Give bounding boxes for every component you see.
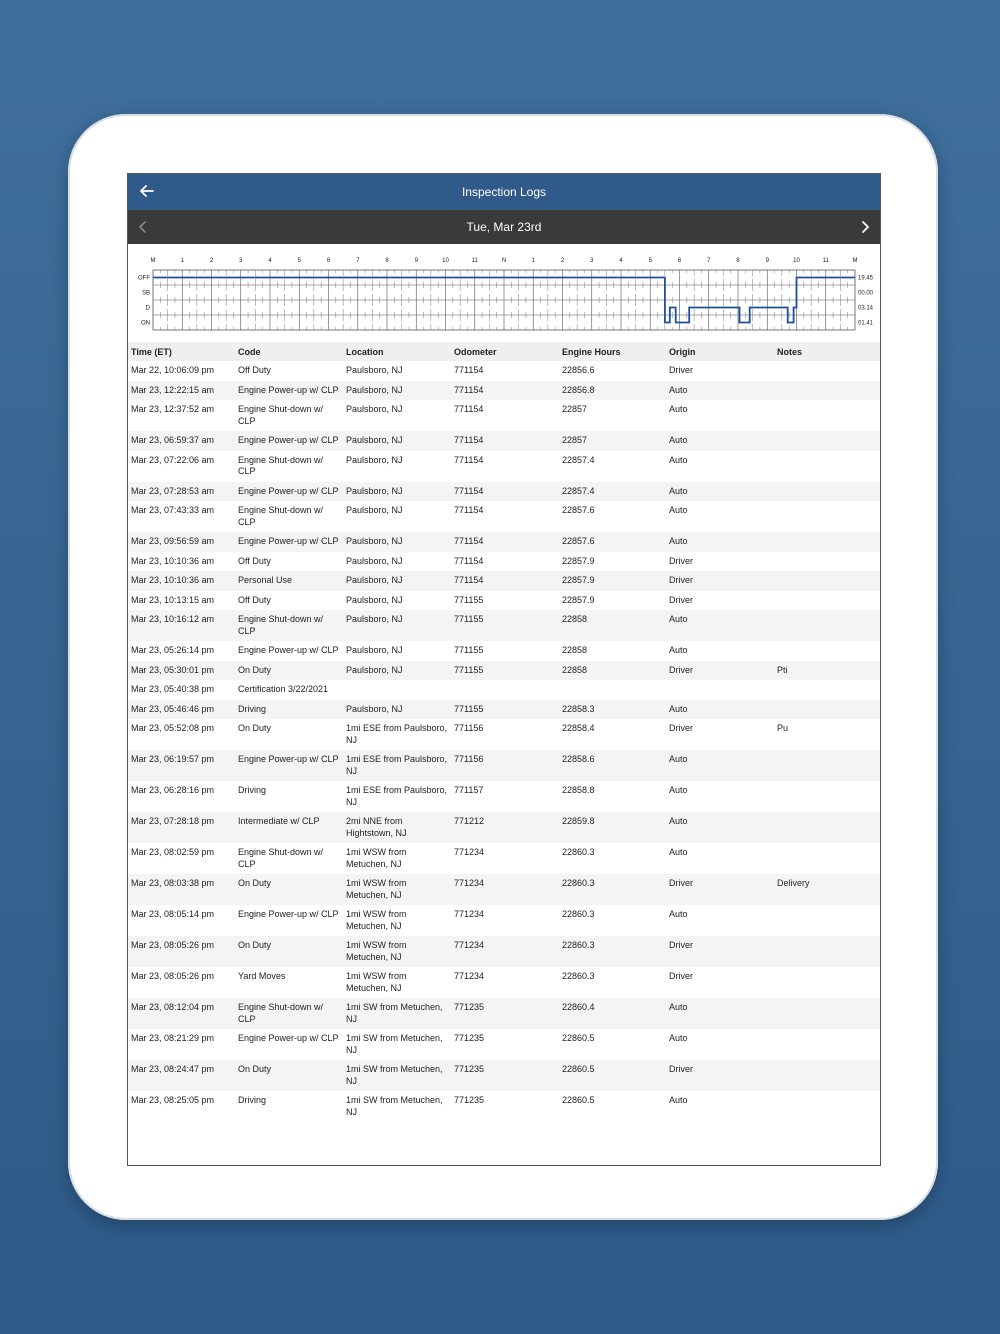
table-cell: 1mi ESE from Paulsboro, NJ (346, 785, 448, 807)
table-cell: 22857.6 (562, 505, 595, 515)
hour-label: M (852, 258, 858, 264)
table-cell: Paulsboro, NJ (346, 594, 403, 605)
table-cell: 22860.3 (562, 971, 595, 981)
table-row[interactable] (128, 571, 880, 591)
hour-label: 2 (560, 258, 565, 264)
table-cell: On Duty (238, 723, 272, 733)
table-cell: 771235 (454, 1095, 485, 1105)
table-row[interactable] (128, 750, 880, 781)
table-cell (774, 552, 880, 572)
table-cell: 771157 (454, 785, 484, 795)
table-cell: 771234 (454, 847, 485, 857)
current-date: Tue, Mar 23rd (466, 220, 542, 234)
table-cell (774, 381, 880, 401)
table-cell: Auto (666, 998, 774, 1029)
table-cell: 22857.4 (559, 482, 666, 502)
table-row[interactable] (128, 1029, 880, 1060)
table-cell: Auto (669, 645, 688, 655)
table-cell: Paulsboro, NJ (343, 381, 451, 401)
table-cell: Engine Power-up w/ CLP (235, 750, 343, 781)
table-cell: 1mi SW from Metuchen, NJ (346, 1095, 443, 1117)
page-title: Inspection Logs (461, 185, 547, 199)
chevron-right-icon[interactable] (858, 219, 872, 235)
hour-label: 9 (414, 258, 418, 264)
table-cell: 22858.6 (559, 750, 666, 781)
status-label: OFF (138, 275, 150, 282)
table-cell: Paulsboro, NJ (343, 571, 451, 591)
table-cell: Driver (666, 571, 774, 591)
table-cell (774, 936, 880, 967)
table-cell: Mar 23, 05:30:01 pm (128, 661, 235, 681)
table-row[interactable] (128, 719, 880, 750)
table-cell: Pu (777, 723, 789, 733)
status-label: D (145, 305, 150, 312)
table-cell: Driver (666, 936, 774, 967)
table-cell: Intermediate w/ CLP (235, 812, 343, 843)
table-cell (774, 781, 880, 812)
table-cell: Mar 23, 10:13:15 am (131, 594, 215, 605)
table-cell: 771234 (454, 971, 485, 981)
table-cell: Auto (669, 847, 688, 857)
table-cell: Mar 23, 08:24:47 pm (128, 1060, 235, 1091)
duty-status-graph (128, 244, 880, 342)
table-row[interactable] (128, 905, 880, 936)
table-cell: 1mi ESE from Paulsboro, NJ (346, 723, 448, 745)
table-cell (774, 361, 880, 381)
table-cell (559, 680, 666, 700)
table-cell (666, 680, 774, 700)
table-cell: 22857.9 (562, 555, 595, 566)
table-cell: 22858.8 (562, 785, 595, 795)
table-cell: 771154 (454, 365, 484, 375)
table-cell: 1mi WSW from Metuchen, NJ (343, 874, 451, 905)
table-cell: Mar 23, 07:28:53 am (128, 482, 235, 502)
table-cell: 771235 (451, 998, 559, 1029)
table-cell: 22857.6 (559, 532, 666, 552)
table-cell: Off Duty (238, 365, 271, 375)
table-cell (774, 482, 880, 502)
table-row[interactable] (128, 812, 880, 843)
table-row[interactable] (128, 482, 880, 502)
table-cell: Engine Shut-down w/ CLP (238, 454, 324, 476)
table-cell: Auto (666, 750, 774, 781)
table-cell: Auto (666, 532, 774, 552)
table-cell: 22858.3 (559, 700, 666, 720)
table-cell: Auto (666, 700, 774, 720)
table-cell: Pti (774, 661, 880, 681)
table-cell: Engine Shut-down w/ CLP (238, 847, 324, 869)
table-cell: Personal Use (235, 571, 343, 591)
table-cell: Paulsboro, NJ (346, 365, 403, 375)
table-cell: Paulsboro, NJ (343, 661, 451, 681)
table-cell: 771234 (451, 936, 559, 967)
table-cell: 22857.4 (562, 454, 595, 465)
hour-label: 3 (590, 258, 594, 264)
table-cell (774, 1029, 880, 1060)
table-cell: Delivery (774, 874, 880, 905)
hour-label: M (150, 258, 156, 264)
table-cell (774, 1091, 880, 1122)
table-cell (774, 1060, 880, 1091)
table-cell: Mar 23, 08:05:26 pm (131, 971, 215, 981)
table-cell: Auto (669, 785, 688, 795)
table-cell: Engine Shut-down w/ CLP (238, 404, 324, 426)
table-cell: 771155 (454, 594, 484, 605)
table-cell: 1mi WSW from Metuchen, NJ (346, 847, 407, 869)
table-cell: 22858 (559, 610, 666, 641)
log-table (128, 342, 880, 1122)
table-cell (774, 905, 880, 936)
table-row[interactable] (128, 361, 880, 381)
table-cell: Engine Power-up w/ CLP (238, 645, 339, 655)
hour-label: 3 (239, 258, 243, 264)
table-cell: 771155 (451, 661, 559, 681)
table-cell: On Duty (235, 874, 343, 905)
column-header: Time (ET) (128, 342, 235, 361)
table-cell: Paulsboro, NJ (346, 404, 403, 414)
table-cell: 1mi WSW from Metuchen, NJ (346, 909, 407, 931)
table-cell: 22856.8 (559, 381, 666, 401)
column-header: Odometer (451, 342, 559, 361)
table-cell: Engine Power-up w/ CLP (238, 1033, 339, 1043)
table-cell: Mar 23, 05:46:46 pm (128, 700, 235, 720)
column-header: Code (235, 342, 343, 361)
table-cell: Off Duty (238, 555, 271, 566)
table-cell: 771212 (451, 812, 559, 843)
table-cell: 771154 (454, 505, 484, 515)
table-cell: Yard Moves (238, 971, 286, 981)
top-bar (128, 174, 880, 210)
hour-label: 1 (531, 258, 535, 264)
table-cell: Auto (669, 505, 688, 515)
table-cell: Mar 23, 06:19:57 pm (128, 750, 235, 781)
table-row[interactable] (128, 1060, 880, 1091)
table-cell (451, 680, 559, 700)
table-cell: Driver (669, 365, 693, 375)
table-cell (774, 571, 880, 591)
table-cell: Paulsboro, NJ (346, 555, 403, 566)
column-header: Origin (666, 342, 774, 361)
table-cell: Paulsboro, NJ (343, 532, 451, 552)
hour-label: 4 (619, 258, 623, 264)
table-cell: 22858.4 (562, 723, 595, 733)
table-cell (343, 680, 451, 700)
table-cell: 22860.5 (559, 1060, 666, 1091)
table-cell: 771154 (451, 482, 559, 502)
status-label: ON (141, 320, 150, 327)
hour-label: 8 (385, 258, 389, 264)
date-navigation (128, 210, 880, 244)
table-cell: Mar 23, 08:12:04 pm (128, 998, 235, 1029)
table-cell (774, 843, 880, 874)
table-cell: On Duty (235, 1060, 343, 1091)
table-cell: Driving (238, 1095, 267, 1105)
hour-label: 4 (268, 258, 272, 264)
table-cell: 22860.3 (562, 909, 595, 919)
table-cell: 22858 (559, 661, 666, 681)
hour-label: 11 (822, 258, 829, 264)
table-cell: 771155 (454, 645, 484, 655)
table-cell: Auto (666, 482, 774, 502)
table-cell: 771156 (451, 750, 559, 781)
table-cell (774, 431, 880, 451)
table-cell: Mar 22, 10:06:09 pm (131, 365, 215, 375)
column-header: Engine Hours (559, 342, 666, 361)
table-cell: Auto (669, 454, 688, 465)
table-cell: 771235 (451, 1060, 559, 1091)
table-cell: Paulsboro, NJ (343, 610, 451, 641)
table-cell: 771234 (454, 909, 485, 919)
table-cell: 771154 (451, 431, 559, 451)
table-cell (774, 532, 880, 552)
status-total: 03.14 (858, 305, 874, 312)
table-cell: 771154 (454, 404, 484, 414)
table-cell: 22859.8 (559, 812, 666, 843)
hour-label: 1 (180, 258, 184, 264)
table-cell: Mar 23, 12:37:52 am (131, 404, 215, 414)
status-total: 19.45 (858, 275, 874, 282)
table-cell: Auto (666, 610, 774, 641)
status-total: 00.00 (858, 290, 874, 297)
hour-label: 7 (707, 258, 711, 264)
table-cell: Driver (669, 555, 693, 566)
table-cell: 1mi ESE from Paulsboro, NJ (343, 750, 451, 781)
table-cell (774, 812, 880, 843)
table-cell: 22858 (562, 645, 588, 655)
table-row[interactable] (128, 998, 880, 1029)
table-cell: Engine Shut-down w/ CLP (235, 998, 343, 1029)
table-cell: Driver (666, 1060, 774, 1091)
duty-status-chart (128, 244, 880, 342)
table-cell: Mar 23, 05:40:38 pm (131, 684, 215, 694)
table-row[interactable] (128, 451, 880, 482)
table-row[interactable] (128, 1091, 880, 1122)
app-screen (127, 173, 881, 1166)
hour-label: 10 (442, 258, 449, 264)
table-cell: Mar 23, 07:22:06 am (131, 454, 215, 465)
table-cell: Paulsboro, NJ (343, 700, 451, 720)
table-cell: Mar 23, 07:28:18 pm (128, 812, 235, 843)
table-cell: 22856.6 (562, 365, 595, 375)
table-cell: Engine Power-up w/ CLP (235, 532, 343, 552)
table-cell: Certification 3/22/2021 (238, 684, 329, 694)
table-cell: 22860.4 (559, 998, 666, 1029)
table-cell: Mar 23, 05:52:08 pm (131, 723, 215, 733)
table-cell: Engine Power-up w/ CLP (238, 909, 339, 919)
column-header: Location (343, 342, 451, 361)
table-cell: 771154 (454, 555, 484, 566)
table-cell: Mar 23, 08:05:14 pm (131, 909, 215, 919)
table-cell: Mar 23, 09:56:59 am (128, 532, 235, 552)
hour-label: 5 (297, 258, 301, 264)
table-cell: Engine Shut-down w/ CLP (238, 505, 324, 527)
table-row[interactable] (128, 680, 880, 700)
table-cell: 22857 (562, 404, 588, 414)
table-cell: Paulsboro, NJ (346, 645, 403, 655)
table-cell: On Duty (235, 661, 343, 681)
table-cell: 1mi SW from Metuchen, NJ (343, 1060, 451, 1091)
table-cell: Auto (666, 431, 774, 451)
table-cell: Driver (669, 971, 693, 981)
table-cell (774, 998, 880, 1029)
table-row[interactable] (128, 700, 880, 720)
table-row[interactable] (128, 431, 880, 451)
table-row[interactable] (128, 552, 880, 572)
table-cell: 22857.9 (562, 594, 595, 605)
table-cell (774, 641, 880, 661)
hour-label: 6 (326, 258, 331, 264)
table-row[interactable] (128, 400, 880, 431)
table-row[interactable] (128, 381, 880, 401)
table-row[interactable] (128, 532, 880, 552)
table-cell: Mar 23, 12:22:15 am (128, 381, 235, 401)
hour-label: 9 (765, 258, 769, 264)
table-header-row (128, 342, 880, 361)
table-cell: Auto (666, 381, 774, 401)
table-cell: On Duty (235, 936, 343, 967)
table-cell (774, 680, 880, 700)
table-cell: Engine Shut-down w/ CLP (235, 610, 343, 641)
table-cell: Driver (666, 661, 774, 681)
table-row[interactable] (128, 501, 880, 532)
hour-label: 10 (793, 258, 800, 264)
table-cell: Auto (669, 909, 688, 919)
table-cell: Driver (669, 723, 693, 733)
table-cell: 771154 (451, 381, 559, 401)
hour-label: 7 (356, 258, 360, 264)
table-cell: Mar 23, 08:21:29 pm (131, 1033, 215, 1043)
table-cell: 22860.3 (562, 847, 595, 857)
table-cell: 22860.5 (562, 1033, 595, 1043)
table-cell: Paulsboro, NJ (346, 505, 403, 515)
hour-label: 5 (648, 258, 652, 264)
table-cell (774, 700, 880, 720)
table-row[interactable] (128, 641, 880, 661)
table-cell (774, 610, 880, 641)
table-cell: Mar 23, 06:28:16 pm (131, 785, 215, 795)
table-cell: Mar 23, 10:10:36 am (128, 571, 235, 591)
table-cell: Off Duty (238, 594, 271, 605)
table-cell: 771154 (454, 454, 484, 465)
table-cell (774, 591, 880, 611)
table-cell: Mar 23, 08:03:38 pm (128, 874, 235, 905)
table-cell: Mar 23, 06:59:37 am (128, 431, 235, 451)
table-cell (774, 750, 880, 781)
table-row[interactable] (128, 874, 880, 905)
table-cell: Mar 23, 08:25:05 pm (131, 1095, 215, 1105)
table-cell: Auto (669, 404, 688, 414)
table-cell: 22860.3 (559, 874, 666, 905)
table-cell: Mar 23, 07:43:33 am (131, 505, 215, 515)
table-cell: Engine Power-up w/ CLP (235, 482, 343, 502)
table-cell: Engine Power-up w/ CLP (235, 431, 343, 451)
table-cell: Driving (235, 700, 343, 720)
table-cell: Auto (669, 1033, 688, 1043)
table-cell: Mar 23, 10:10:36 am (131, 555, 215, 566)
hour-label: 8 (736, 258, 740, 264)
table-cell: 2mi NNE from Hightstown, NJ (343, 812, 451, 843)
table-cell: 22857.9 (559, 571, 666, 591)
table-cell: 1mi WSW from Metuchen, NJ (343, 936, 451, 967)
table-row[interactable] (128, 781, 880, 812)
hour-label: N (501, 258, 507, 264)
hour-label: 11 (471, 258, 478, 264)
column-header: Notes (774, 342, 880, 361)
table-cell: 1mi WSW from Metuchen, NJ (346, 971, 407, 993)
table-cell: 22860.3 (559, 936, 666, 967)
table-cell: Mar 23, 10:16:12 am (128, 610, 235, 641)
table-cell: 1mi SW from Metuchen, NJ (346, 1033, 443, 1055)
table-cell: Paulsboro, NJ (343, 482, 451, 502)
hour-label: 2 (209, 258, 214, 264)
table-cell: Mar 23, 08:05:26 pm (128, 936, 235, 967)
table-cell: 771154 (451, 571, 559, 591)
status-label: SB (141, 290, 150, 297)
table-cell: 771235 (454, 1033, 485, 1043)
table-cell (774, 400, 880, 431)
table-cell (774, 967, 880, 998)
table-row[interactable] (128, 843, 880, 874)
table-cell: Auto (666, 812, 774, 843)
table-cell (774, 451, 880, 482)
table-cell: 22860.5 (562, 1095, 595, 1105)
table-cell: Paulsboro, NJ (343, 431, 451, 451)
status-total: 01.41 (858, 320, 874, 327)
table-cell: 771234 (451, 874, 559, 905)
table-row[interactable] (128, 591, 880, 611)
table-cell: 771155 (451, 700, 559, 720)
table-cell (774, 501, 880, 532)
table-cell: Driver (669, 594, 693, 605)
table-cell: Auto (669, 1095, 688, 1105)
table-cell: Engine Power-up w/ CLP (235, 381, 343, 401)
table-row[interactable] (128, 661, 880, 681)
table-cell: 22857 (559, 431, 666, 451)
table-cell: Mar 23, 05:26:14 pm (131, 645, 215, 655)
table-cell: 771154 (451, 532, 559, 552)
table-cell: 1mi SW from Metuchen, NJ (343, 998, 451, 1029)
table-row[interactable] (128, 610, 880, 641)
table-cell: Mar 23, 08:02:59 pm (131, 847, 215, 857)
table-cell: 771155 (451, 610, 559, 641)
table-cell: Driver (666, 874, 774, 905)
hour-label: 6 (677, 258, 682, 264)
table-cell: 771156 (454, 723, 484, 733)
table-cell: Paulsboro, NJ (346, 454, 403, 465)
table-cell: Driving (238, 785, 267, 795)
table-row[interactable] (128, 936, 880, 967)
table-row[interactable] (128, 967, 880, 998)
